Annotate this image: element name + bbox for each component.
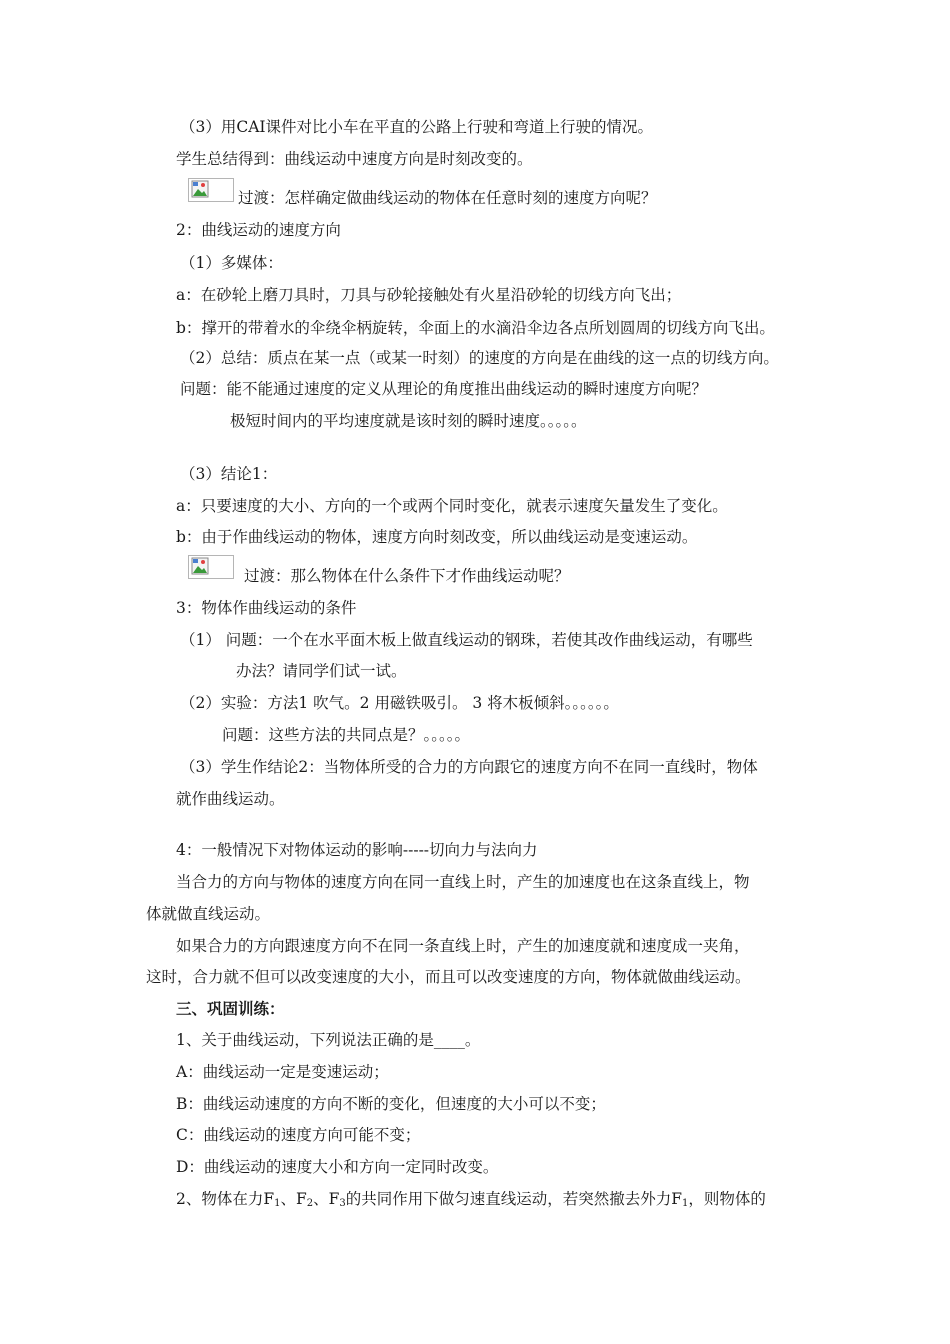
text-line: 问题：能不能通过速度的定义从理论的角度推出曲线运动的瞬时速度方向呢？ <box>180 380 708 398</box>
answer-option: A：曲线运动一定是变速运动； <box>176 1063 389 1081</box>
text-line: b：撑开的带着水的伞绕伞柄旋转，伞面上的水滴沿伞边各点所划圆周的切线方向飞出。 <box>176 319 775 337</box>
section-heading: 2：曲线运动的速度方向 <box>176 221 341 239</box>
answer-option: B：曲线运动速度的方向不断的变化，但速度的大小可以不变； <box>176 1095 606 1113</box>
text-line: 极短时间内的平均速度就是该时刻的瞬时速度。。。。。 <box>230 412 587 430</box>
image-placeholder-icon <box>188 178 234 202</box>
subscript: 1 <box>682 1198 689 1209</box>
image-placeholder-icon <box>188 555 234 579</box>
text-line: （2）实验：方法1 吹气。2 用磁铁吸引。 3 将木板倾斜。。。。。。 <box>180 694 619 712</box>
text-line: （3）用CAI课件对比小车在平直的公路上行驶和弯道上行驶的情况。 <box>180 118 654 136</box>
text-line: 就作曲线运动。 <box>176 790 285 808</box>
subscript: 1 <box>274 1198 281 1209</box>
text-line: （1）多媒体： <box>180 254 283 272</box>
answer-option: C：曲线运动的速度方向可能不变； <box>176 1126 421 1144</box>
text-line: （3）学生作结论2：当物体所受的合力的方向跟它的速度方向不在同一直线时，物体 <box>180 758 758 776</box>
text-fragment: 的共同作用下做匀速直线运动，若突然撤去外力F <box>345 1190 683 1208</box>
text-line: 如果合力的方向跟速度方向不在同一条直线上时，产生的加速度就和速度成一夹角， <box>176 937 750 955</box>
text-line: （2）总结：质点在某一点（或某一时刻）的速度的方向是在曲线的这一点的切线方向。 <box>180 349 779 367</box>
section-heading: 4：一般情况下对物体运动的影响-----切向力与法向力 <box>176 841 538 859</box>
subscript: 2 <box>306 1198 314 1209</box>
text-line: a：在砂轮上磨刀具时，刀具与砂轮接触处有火星沿砂轮的切线方向飞出； <box>176 286 682 304</box>
text-fragment: 、F <box>313 1190 340 1208</box>
text-line: （1） 问题：一个在水平面木板上做直线运动的钢珠，若使其改作曲线运动，有哪些 <box>180 631 753 649</box>
text-line: 办法？请同学们试一试。 <box>236 662 407 680</box>
section-heading: 3：物体作曲线运动的条件 <box>176 599 357 617</box>
text-line: a：只要速度的大小、方向的一个或两个同时变化，就表示速度矢量发生了变化。 <box>176 497 728 515</box>
text-line: 过渡：那么物体在什么条件下才作曲线运动呢？ <box>244 567 570 585</box>
text-line: 过渡：怎样确定做曲线运动的物体在任意时刻的速度方向呢？ <box>238 189 657 207</box>
broken-image-icon <box>191 557 209 575</box>
question-stem <box>176 1189 766 1214</box>
text-line: 学生总结得到：曲线运动中速度方向是时刻改变的。 <box>176 150 533 168</box>
text-line: 当合力的方向与物体的速度方向在同一直线上时，产生的加速度也在这条直线上，物 <box>176 873 750 891</box>
text-fragment: 、F <box>280 1190 307 1208</box>
answer-option: D：曲线运动的速度大小和方向一定同时改变。 <box>176 1158 499 1176</box>
text-fragment: ，则物体的 <box>688 1190 766 1208</box>
subscript: 3 <box>339 1198 346 1209</box>
text-line: （3）结论1： <box>180 465 278 483</box>
text-fragment: 2、物体在力F <box>176 1190 275 1208</box>
text-line: 体就做直线运动。 <box>146 905 271 923</box>
section-heading-bold: 三、巩固训练： <box>176 999 285 1018</box>
text-line: b：由于作曲线运动的物体，速度方向时刻改变，所以曲线运动是变速运动。 <box>176 528 698 546</box>
text-line: 这时，合力就不但可以改变速度的大小，而且可以改变速度的方向，物体就做曲线运动。 <box>146 968 751 986</box>
broken-image-icon <box>191 180 209 198</box>
question-stem: 1、关于曲线运动，下列说法正确的是____。 <box>176 1031 481 1049</box>
text-line: 问题：这些方法的共同点是？。。。。。 <box>222 726 471 744</box>
